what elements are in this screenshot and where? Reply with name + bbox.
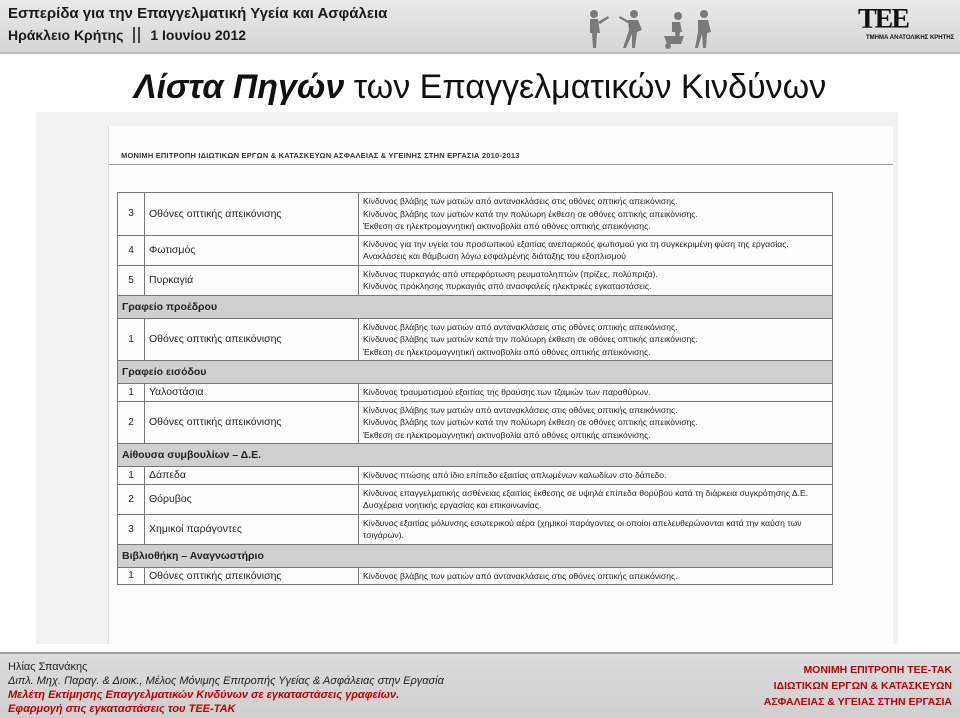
header-band [0,0,960,52]
hazard-line: Κίνδυνος πρόκλησης πυρκαγιάς από ανασφαλείς ηλεκτρικές εγκαταστάσεις. [363,281,652,291]
hazard-description [359,467,833,485]
application-title: Εφαρμογή στις εγκαταστάσεις του ΤΕΕ-ΤΑΚ [8,703,236,715]
hazard-line: Κίνδυνος βλάβης των ματιών κατά την πολύωρη έκθεση σε οθόνες οπτικής απεικόνισης. [363,334,698,344]
tee-logo [858,6,954,46]
section-label: Αίθουσα συμβουλίων – Δ.Ε. [118,444,833,467]
row-number: 1 [118,567,145,585]
row-number: 1 [118,384,145,402]
hazard-source: Θόρυβος [145,484,359,514]
tee-logo-text: ΤΕΕ [858,4,909,35]
section-label: Γραφείο εισόδου [118,361,833,384]
hazard-source: Υαλοστάσια [145,384,359,402]
hazard-description [359,567,833,585]
hazard-line: Κίνδυνος πυρκαγιάς από υπερφόρτωση ρευματοληπτών (πρίζες, πολύπριζα). [363,268,658,279]
scanned-document [36,112,898,644]
event-place-date [8,27,246,43]
table-section-row [118,444,833,467]
hazard-source: Πυρκαγιά [145,265,359,295]
table-row [118,384,833,402]
presenter-role: Διπλ. Μηχ. Παραγ. & Διοικ., Μέλος Μόνιμης Επιτροπής Υγείας & Ασφάλειας στην Εργασία [8,675,444,687]
hazard-line: Κίνδυνος βλάβης των ματιών κατά την πολύωρη έκθεση σε οθόνες οπτικής απεικόνισης. [363,208,698,219]
hazard-source: Δάπεδα [145,467,359,485]
hazard-line: Κίνδυνος επαγγελματικής ασθένειας εξαιτίας έκθεσης σε υψηλά επίπεδα θορύβου κατά τη διάρκεια συγκρότησης Δ.Ε. [363,487,809,498]
hazard-line: Κίνδυνος πτώσης από ίδιο επίπεδο εξαιτίας απλωμένων καλωδίων στο δάπεδο. [363,470,667,480]
hazard-description [359,193,833,236]
slide-title [0,68,960,107]
table-row [118,235,833,265]
hazard-line: Κίνδυνος βλάβης των ματιών κατά την πολύωρη έκθεση σε οθόνες οπτικής απεικόνισης. [363,417,698,427]
table-row [118,484,833,514]
committee-label [752,662,952,710]
hazard-line: Έκθεση σε ηλεκτρομαγνητική ακτινοβολία από οθόνες οπτικής απεικόνισης. [363,346,651,357]
risk-table [117,192,833,585]
presenter-name: Ηλίας Σπανάκης [8,661,88,673]
hazard-line: Έκθεση σε ηλεκτρομαγνητική ακτινοβολία από οθόνες οπτικής απεικόνισης. [363,221,651,231]
event-date: 1 Ιουνίου 2012 [150,27,247,43]
table-row [118,401,833,444]
hazard-source: Φωτισμός [145,235,359,265]
table-row [118,514,833,544]
tee-logo-caption: ΤΜΗΜΑ ΑΝΑΤΟΛΙΚΗΣ ΚΡΗΤΗΣ [866,35,955,41]
document-header: ΜΟΝΙΜΗ ΕΠΙΤΡΟΠΗ ΙΔΙΩΤΙΚΩΝ ΕΡΓΩΝ & ΚΑΤΑΣΚΕΥΩΝ ΑΣΦΑΛΕΙΑΣ & ΥΓΕΙΝΗΣ ΣΤΗΝ ΕΡΓΑΣΙΑ 2010-2013 [121,151,520,160]
slide-title-rest: των Επαγγελματικών Κινδύνων [344,68,827,106]
footer [0,652,960,718]
hazard-source: Οθόνες οπτικής απεικόνισης [145,567,359,585]
document-rule [109,164,893,165]
hazard-line: Κίνδυνος βλάβης των ματιών από αντανακλάσεις στις οθόνες οπτικής απεικόνισης. [363,196,678,206]
hazard-description [359,401,833,444]
hazard-source: Οθόνες οπτικής απεικόνισης [145,401,359,444]
committee-line-2: ΙΔΙΩΤΙΚΩΝ ΕΡΓΩΝ & ΚΑΤΑΣΚΕΥΩΝ [773,680,952,692]
hazard-line: Κίνδυνος εξαιτίας μόλυνσης εσωτερικού αέρα (χημικοί παράγοντες οι οποίοι απελευθερώνονται κατά την καύση των τσιγάρων). [363,517,802,540]
hazard-line: Δυσχέρεια νοητικής εργασίας και επικοινωνίας. [363,500,542,510]
hazard-description [359,384,833,402]
hazard-source: Οθόνες οπτικής απεικόνισης [145,318,359,361]
row-number: 5 [118,265,145,295]
event-location: Ηράκλειο Κρήτης [8,27,124,43]
hazard-line: Κίνδυνος βλάβης των ματιών από αντανακλάσεις στις οθόνες οπτικής απεικόνισης. [363,404,678,415]
risk-table-body [118,193,833,585]
hazard-description [359,484,833,514]
table-row [118,265,833,295]
hazard-description [359,318,833,361]
row-number: 1 [118,318,145,361]
event-title: Εσπερίδα για την Επαγγελματική Υγεία και Ασφάλεια [8,5,388,22]
header-divider [0,52,960,54]
slide-title-bold: Λίστα Πηγών [133,68,345,106]
table-row [118,467,833,485]
row-number: 1 [118,467,145,485]
construction-workers-icon [580,6,720,50]
table-section-row [118,295,833,318]
hazard-line: Κίνδυνος βλάβης των ματιών από αντανακλάσεις στις οθόνες οπτικής απεικόνισης. [363,321,678,332]
hazard-line: Κίνδυνος βλάβης των ματιών από αντανακλάσεις στις οθόνες οπτικής απεικόνισης. [363,570,678,581]
hazard-source: Οθόνες οπτικής απεικόνισης [145,193,359,236]
hazard-line: Κίνδυνος για την υγεία του προσωπικού εξαιτίας ανεπαρκούς φωτισμού για τη συγκεκριμένη φύση της εργασίας. [363,238,789,249]
row-number: 3 [118,193,145,236]
study-title: Μελέτη Εκτίμησης Επαγγελματικών Κινδύνων σε εγκαταστάσεις γραφείων. [8,689,400,701]
table-section-row [118,361,833,384]
document-page [108,126,893,644]
hazard-description [359,514,833,544]
table-section-row [118,544,833,567]
separator [133,27,140,43]
table-row [118,193,833,236]
hazard-description [359,235,833,265]
committee-line-1: ΜΟΝΙΜΗ ΕΠΙΤΡΟΠΗ ΤΕΕ-ΤΑΚ [803,664,952,676]
row-number: 2 [118,484,145,514]
hazard-line: Ανακλάσεις και θάμβωση λόγω εσφαλμένης διάταξης του εξοπλισμού [363,251,627,261]
hazard-line: Κίνδυνος τραυματισμού εξαιτίας της θραύσης των τζαμιών των παραθύρων. [363,387,651,397]
hazard-description [359,265,833,295]
row-number: 2 [118,401,145,444]
table-row [118,318,833,361]
hazard-line: Έκθεση σε ηλεκτρομαγνητική ακτινοβολία από οθόνες οπτικής απεικόνισης. [363,429,651,440]
row-number: 3 [118,514,145,544]
committee-line-3: ΑΣΦΑΛΕΙΑΣ & ΥΓΕΙΑΣ ΣΤΗΝ ΕΡΓΑΣΙΑ [763,696,952,708]
section-label: Γραφείο προέδρου [118,295,833,318]
row-number: 4 [118,235,145,265]
hazard-source: Χημικοί παράγοντες [145,514,359,544]
table-row [118,567,833,585]
section-label: Βιβλιοθήκη – Αναγνωστήριο [118,544,833,567]
